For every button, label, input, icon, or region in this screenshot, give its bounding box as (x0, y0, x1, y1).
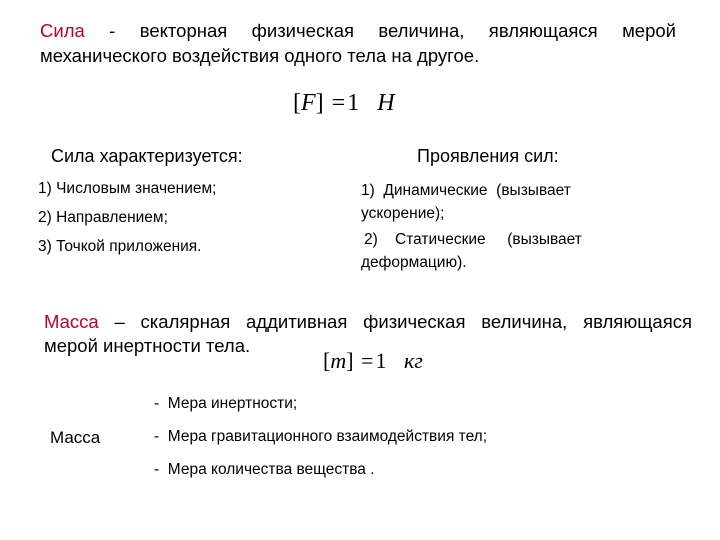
mass-list-label: Масса (50, 428, 101, 447)
mass-definition-text: – скалярная аддитивная физическая величина, являющаяся (98, 311, 692, 332)
formula-equals: = (361, 348, 374, 373)
mass-list-item-3: - Мера количества вещества . (154, 461, 375, 478)
formula-number: 1 (347, 90, 360, 116)
manifestation-item-1-line-2: ускорение); (361, 205, 445, 222)
force-definition-line-1 (40, 20, 676, 42)
mass-definition-line-2: мерой инертности тела. (44, 335, 251, 356)
characterized-heading: Сила характеризуется: (51, 146, 243, 166)
formula-var-m: m (330, 348, 347, 373)
formula-bracket-open: [ (293, 90, 301, 116)
formula-bracket-close: ] (315, 90, 324, 116)
formula-bracket-open: [ (323, 348, 331, 373)
manifestations-heading: Проявления сил: (417, 146, 559, 166)
force-definition-line-2: механического воздействия одного тела на другое. (40, 45, 480, 66)
manifestation-item-1-line-1: 1) Динамические (вызывает (361, 182, 571, 199)
formula-number: 1 (375, 348, 387, 373)
mass-definition-line-1 (44, 311, 692, 333)
formula-unit: Н (377, 90, 395, 116)
formula-bracket-close: ] (346, 348, 354, 373)
characterized-item-1: 1) Числовым значением; (38, 180, 217, 197)
manifestation-item-2-line-1: 2) Статические (вызывает (364, 231, 582, 248)
mass-unit-formula (323, 348, 423, 374)
force-definition-text: - векторная физическая величина, являющаяся мерой (84, 20, 676, 41)
mass-list-item-1: - Мера инертности; (154, 395, 298, 412)
manifestation-item-2-line-2: деформацию). (361, 254, 467, 271)
characterized-item-2: 2) Направлением; (38, 209, 168, 226)
force-term: Сила (40, 20, 85, 41)
force-unit-formula (293, 90, 395, 117)
formula-equals: = (331, 90, 346, 116)
mass-term: Масса (44, 311, 99, 332)
mass-list-item-2: - Мера гравитационного взаимодействия тел; (154, 428, 488, 445)
characterized-item-3: 3) Точкой приложения. (38, 238, 202, 255)
formula-unit: кг (403, 348, 423, 373)
formula-var-f: F (301, 90, 316, 116)
